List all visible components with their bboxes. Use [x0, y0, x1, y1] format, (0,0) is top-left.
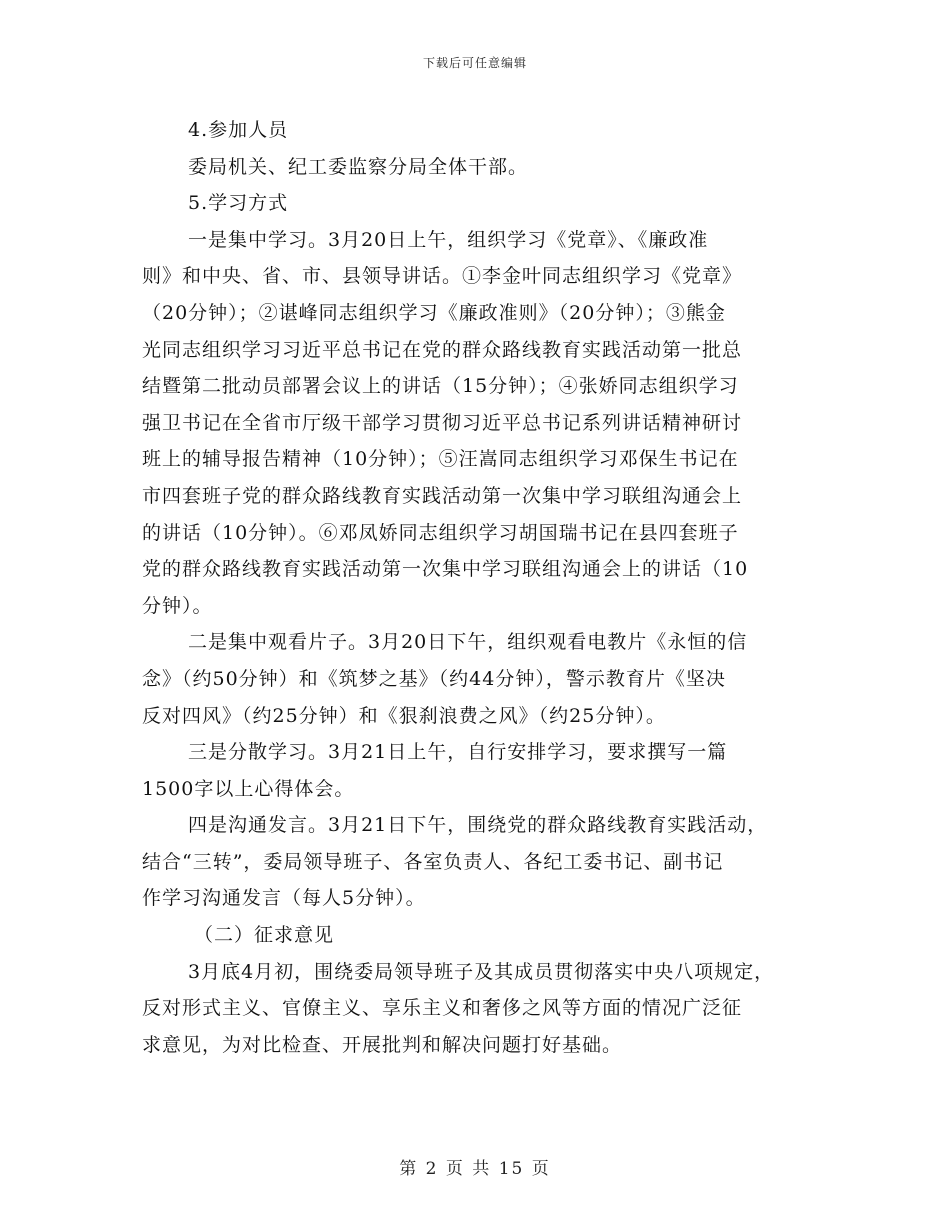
paragraph-line: 3月底4月初，围绕委局领导班子及其成员贯彻落实中央八项规定， [188, 960, 775, 983]
paragraph-line: 党的群众路线教育实践活动第一次集中学习联组沟通会上的讲话（10 [142, 558, 749, 581]
section-heading-solicit-opinions: （二）征求意见 [194, 924, 335, 947]
paragraph-line: 结暨第二批动员部署会议上的讲话（15分钟）；④张娇同志组织学习 [142, 375, 739, 398]
paragraph-line: 委局机关、纪工委监察分局全体干部。 [188, 155, 529, 178]
section-heading-study-method: 5.学习方式 [188, 192, 289, 215]
paragraph-line: 四是沟通发言。3月21日下午，围绕党的群众路线教育实践活动， [188, 814, 768, 837]
paragraph-line: 二是集中观看片子。3月20日下午，组织观看电教片《永恒的信 [188, 631, 748, 654]
paragraph-line: 求意见，为对比检查、开展批判和解决问题打好基础。 [142, 1033, 623, 1056]
paragraph-line: 反对形式主义、官僚主义、享乐主义和奢侈之风等方面的情况广泛征 [142, 997, 743, 1020]
paragraph-line: 念》（约50分钟）和《筑梦之基》（约44分钟），警示教育片《坚决 [142, 667, 726, 690]
paragraph-line: 作学习沟通发言（每人5分钟）。 [142, 887, 426, 910]
paragraph-line: （20分钟）；②谌峰同志组织学习《廉政准则》（20分钟）；③熊金 [142, 301, 726, 324]
document-body [142, 112, 832, 1063]
page-header: 下载后可任意编辑 [422, 56, 527, 70]
paragraph-line: 一是集中学习。3月20日上午，组织学习《党章》、《廉政准 [188, 228, 709, 251]
paragraph-line: 三是分散学习。3月21日上午，自行安排学习，要求撰写一篇 [188, 741, 728, 764]
paragraph-line: 班上的辅导报告精神（10分钟）；⑤汪嵩同志组织学习邓保生书记在 [142, 448, 739, 471]
paragraph-line: 1500字以上心得体会。 [142, 777, 355, 800]
paragraph-line: 则》和中央、省、市、县领导讲话。①李金叶同志组织学习《党章》 [142, 265, 743, 288]
section-heading-participants: 4.参加人员 [188, 119, 289, 141]
paragraph-line: 光同志组织学习习近平总书记在党的群众路线教育实践活动第一批总 [142, 338, 743, 361]
page-footer: 第 2 页 共 15 页 [399, 1159, 551, 1179]
paragraph-line: 市四套班子党的群众路线教育实践活动第一次集中学习联组沟通会上 [142, 484, 743, 507]
paragraph-line: 强卫书记在全省市厅级干部学习贯彻习近平总书记系列讲话精神研讨 [142, 411, 743, 434]
paragraph-line: 结合“三转”，委局领导班子、各室负责人、各纪工委书记、副书记 [142, 850, 724, 873]
paragraph-line: 分钟）。 [142, 594, 213, 617]
paragraph-line: 的讲话（10分钟）。⑥邓凤娇同志组织学习胡国瑞书记在县四套班子 [142, 521, 739, 544]
paragraph-line: 反对四风》（约25分钟）和《狠刹浪费之风》（约25分钟）。 [142, 704, 666, 727]
